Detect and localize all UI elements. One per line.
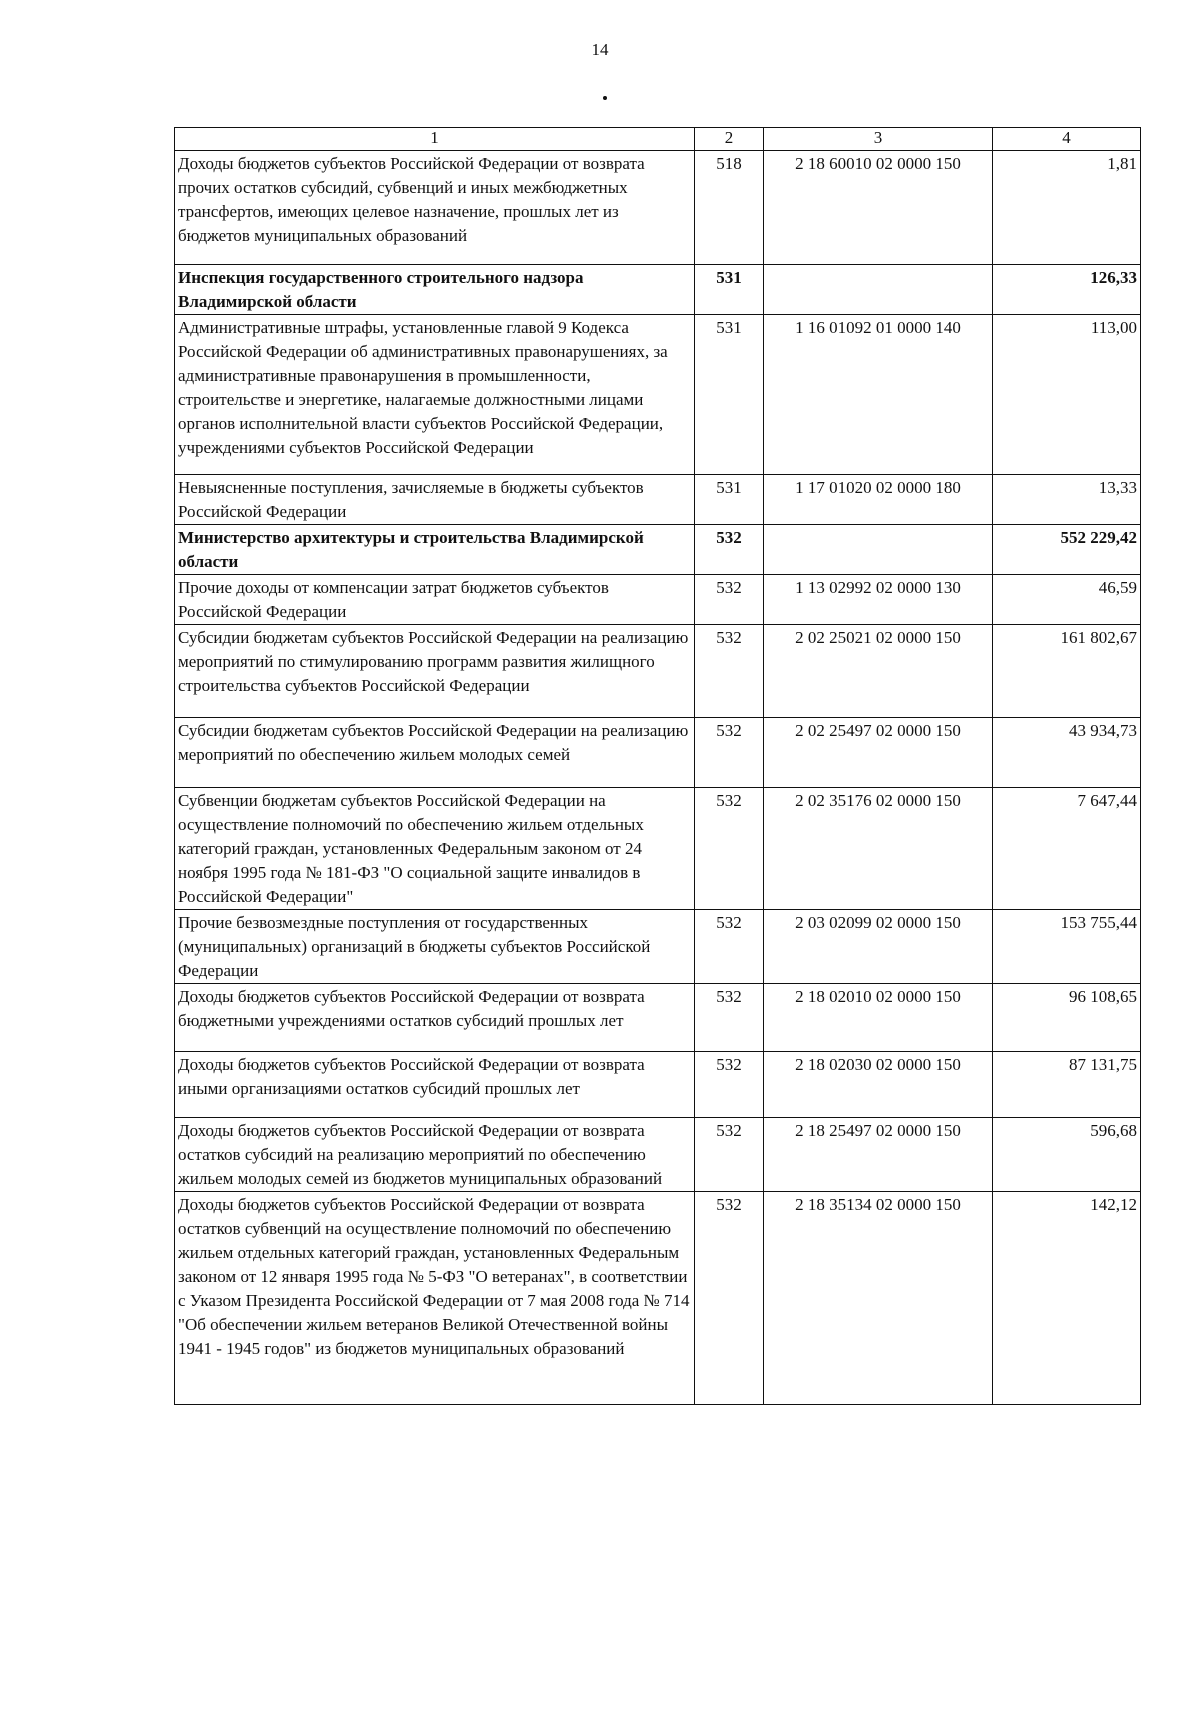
row-amount: 596,68 [993, 1118, 1141, 1192]
row-admin-code: 532 [695, 718, 764, 788]
table-row [175, 718, 1141, 788]
table-row [175, 984, 1141, 1052]
row-name: Доходы бюджетов субъектов Российской Федерации от возврата остатков субсидий на реализацию мероприятий по обеспечению жильем молодых семей из бюджетов муниципальных образований [175, 1118, 695, 1192]
row-budget-classification-code: 2 18 02010 02 0000 150 [764, 984, 993, 1052]
budget-income-table [174, 127, 1141, 1405]
row-budget-classification-code: 2 02 25021 02 0000 150 [764, 625, 993, 718]
row-name: Доходы бюджетов субъектов Российской Федерации от возврата прочих остатков субсидий, субвенций и иных межбюджетных трансфертов, имеющих целевое назначение, прошлых лет из бюджетов муниципальных образований [175, 151, 695, 265]
table-row [175, 625, 1141, 718]
row-name: Субсидии бюджетам субъектов Российской Федерации на реализацию мероприятий по обеспечению жильем молодых семей [175, 718, 695, 788]
row-amount: 43 934,73 [993, 718, 1141, 788]
table-row [175, 575, 1141, 625]
table-body [175, 151, 1141, 1405]
row-name: Невыясненные поступления, зачисляемые в бюджеты субъектов Российской Федерации [175, 475, 695, 525]
row-name: Субсидии бюджетам субъектов Российской Федерации на реализацию мероприятий по стимулированию программ развития жилищного строительства субъектов Российской Федерации [175, 625, 695, 718]
row-budget-classification-code: 2 18 25497 02 0000 150 [764, 1118, 993, 1192]
row-amount: 46,59 [993, 575, 1141, 625]
table-row [175, 1192, 1141, 1405]
row-admin-code: 532 [695, 525, 764, 575]
row-budget-classification-code: 1 13 02992 02 0000 130 [764, 575, 993, 625]
row-amount: 552 229,42 [993, 525, 1141, 575]
row-budget-classification-code: 2 02 25497 02 0000 150 [764, 718, 993, 788]
row-name: Министерство архитектуры и строительства Владимирской области [175, 525, 695, 575]
header-col-3: 3 [764, 128, 993, 151]
table-row [175, 265, 1141, 315]
row-amount: 113,00 [993, 315, 1141, 475]
header-col-4: 4 [993, 128, 1141, 151]
table-row [175, 475, 1141, 525]
row-amount: 153 755,44 [993, 910, 1141, 984]
row-amount: 142,12 [993, 1192, 1141, 1405]
row-admin-code: 532 [695, 575, 764, 625]
row-amount: 161 802,67 [993, 625, 1141, 718]
table-row [175, 910, 1141, 984]
row-admin-code: 532 [695, 788, 764, 910]
table-row [175, 1052, 1141, 1118]
row-budget-classification-code [764, 525, 993, 575]
row-name: Инспекция государственного строительного надзора Владимирской области [175, 265, 695, 315]
row-admin-code: 531 [695, 315, 764, 475]
row-name: Прочие безвозмездные поступления от государственных (муниципальных) организаций в бюджеты субъектов Российской Федерации [175, 910, 695, 984]
row-budget-classification-code: 2 03 02099 02 0000 150 [764, 910, 993, 984]
row-name: Субвенции бюджетам субъектов Российской Федерации на осуществление полномочий по обеспечению жильем отдельных категорий граждан, установленных Федеральным законом от 24 ноября 1995 года № 181-ФЗ "О социальной защите инвалидов в Российской Федерации" [175, 788, 695, 910]
row-name: Доходы бюджетов субъектов Российской Федерации от возврата иными организациями остатков субсидий прошлых лет [175, 1052, 695, 1118]
row-budget-classification-code: 2 02 35176 02 0000 150 [764, 788, 993, 910]
row-admin-code: 531 [695, 475, 764, 525]
table-row [175, 1118, 1141, 1192]
row-admin-code: 532 [695, 910, 764, 984]
row-name: Доходы бюджетов субъектов Российской Федерации от возврата бюджетными учреждениями остатков субсидий прошлых лет [175, 984, 695, 1052]
row-amount: 13,33 [993, 475, 1141, 525]
table-row [175, 315, 1141, 475]
row-admin-code: 532 [695, 984, 764, 1052]
row-amount: 96 108,65 [993, 984, 1141, 1052]
row-admin-code: 532 [695, 1052, 764, 1118]
row-amount: 1,81 [993, 151, 1141, 265]
row-admin-code: 532 [695, 1118, 764, 1192]
row-admin-code: 532 [695, 1192, 764, 1405]
row-budget-classification-code: 1 17 01020 02 0000 180 [764, 475, 993, 525]
row-budget-classification-code: 2 18 60010 02 0000 150 [764, 151, 993, 265]
row-amount: 7 647,44 [993, 788, 1141, 910]
header-col-1: 1 [175, 128, 695, 151]
row-amount: 126,33 [993, 265, 1141, 315]
page-number: 14 [591, 40, 609, 59]
row-budget-classification-code [764, 265, 993, 315]
row-budget-classification-code: 2 18 02030 02 0000 150 [764, 1052, 993, 1118]
table-row [175, 788, 1141, 910]
row-amount: 87 131,75 [993, 1052, 1141, 1118]
row-name: Доходы бюджетов субъектов Российской Федерации от возврата остатков субвенций на осуществление полномочий по обеспечению жильем отдельных категорий граждан, установленных Федеральным законом от 12 января 1995 года № 5-ФЗ "О ветеранах", в соответствии с Указом Президента Российской Федерации от 7 мая 2008 года № 714 "Об обеспечении жильем ветеранов Великой Отечественной войны 1941 - 1945 годов" из бюджетов муниципальных образований [175, 1192, 695, 1405]
row-name: Административные штрафы, установленные главой 9 Кодекса Российской Федерации об административных правонарушениях, за административные правонарушения в промышленности, строительстве и энергетике, налагаемые должностными лицами органов исполнительной власти субъектов Российской Федерации, учреждениями субъектов Российской Федерации [175, 315, 695, 475]
header-col-2: 2 [695, 128, 764, 151]
table-row [175, 525, 1141, 575]
scan-dot [603, 96, 607, 100]
table-row [175, 151, 1141, 265]
table-header-row [175, 128, 1141, 151]
row-budget-classification-code: 2 18 35134 02 0000 150 [764, 1192, 993, 1405]
row-budget-classification-code: 1 16 01092 01 0000 140 [764, 315, 993, 475]
row-admin-code: 532 [695, 625, 764, 718]
row-admin-code: 531 [695, 265, 764, 315]
row-name: Прочие доходы от компенсации затрат бюджетов субъектов Российской Федерации [175, 575, 695, 625]
row-admin-code: 518 [695, 151, 764, 265]
